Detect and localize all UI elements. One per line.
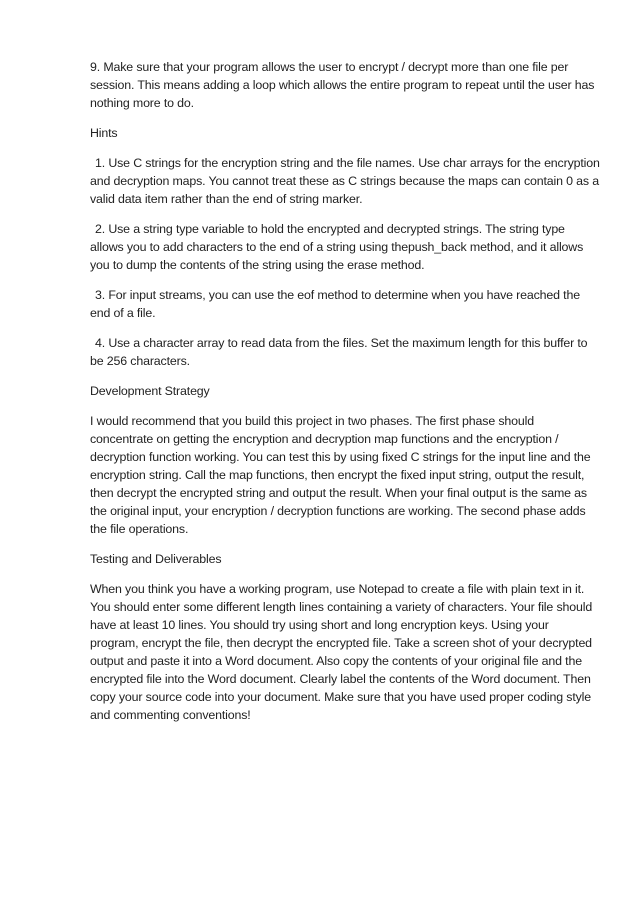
hint-number: 3. xyxy=(95,288,106,302)
hint-4 xyxy=(90,334,600,370)
hint-number: 4. xyxy=(95,336,106,350)
hint-text: Use a character array to read data from the files. Set the maximum length for this buffer to be 256 characters. xyxy=(90,336,588,368)
testing-heading: Testing and Deliverables xyxy=(90,552,222,566)
testing-paragraph: When you think you have a working program, use Notepad to create a file with plain text in it. You should enter some different length lines containing a variety of characters. Your file should have at least 10 lines. You should try using short and long encryption keys. Using your program, encrypt the file, then decrypt the encrypted file. Take a screen shot of your decrypted output and paste it into a Word document. Also copy the contents of your original file and the encrypted file into the Word document. Clearly label the contents of the Word document. Then copy your source code into your document. Make sure that you have used proper coding style and commenting conventions! xyxy=(90,582,593,722)
hint-3 xyxy=(90,286,600,322)
hint-text: Use a string type variable to hold the encrypted and decrypted strings. The string type allows you to add characters to the end of a string using thepush_back method, and it allows you to dump the contents of the string using the erase method. xyxy=(90,222,584,272)
hint-number: 1. xyxy=(95,156,106,170)
hints-heading: Hints xyxy=(90,126,118,140)
development-strategy-heading: Development Strategy xyxy=(90,384,210,398)
hint-text: Use C strings for the encryption string and the file names. Use char arrays for the encryption and decryption maps. You cannot treat these as C strings because the maps can contain 0 as a valid data item rather than the end of string marker. xyxy=(90,156,600,206)
hint-1 xyxy=(90,154,600,208)
development-strategy-paragraph: I would recommend that you build this project in two phases. The first phase should concentrate on getting the encryption and decryption map functions and the encryption / decryption function working. You can test this by using fixed C strings for the input line and the encryption string. Call the map functions, then encrypt the fixed input string, output the result, then decrypt the encrypted string and output the result. When your final output is the same as the original input, your encryption / decryption functions are working. The second phase adds the file operations. xyxy=(90,414,591,536)
hint-number: 2. xyxy=(95,222,106,236)
item-9-paragraph: 9. Make sure that your program allows the user to encrypt / decrypt more than one file per session. This means adding a loop which allows the entire program to repeat until the user has nothing more to do. xyxy=(90,60,595,110)
document-page xyxy=(90,58,600,736)
hint-text: For input streams, you can use the eof method to determine when you have reached the end of a file. xyxy=(90,288,580,320)
hint-2 xyxy=(90,220,600,274)
